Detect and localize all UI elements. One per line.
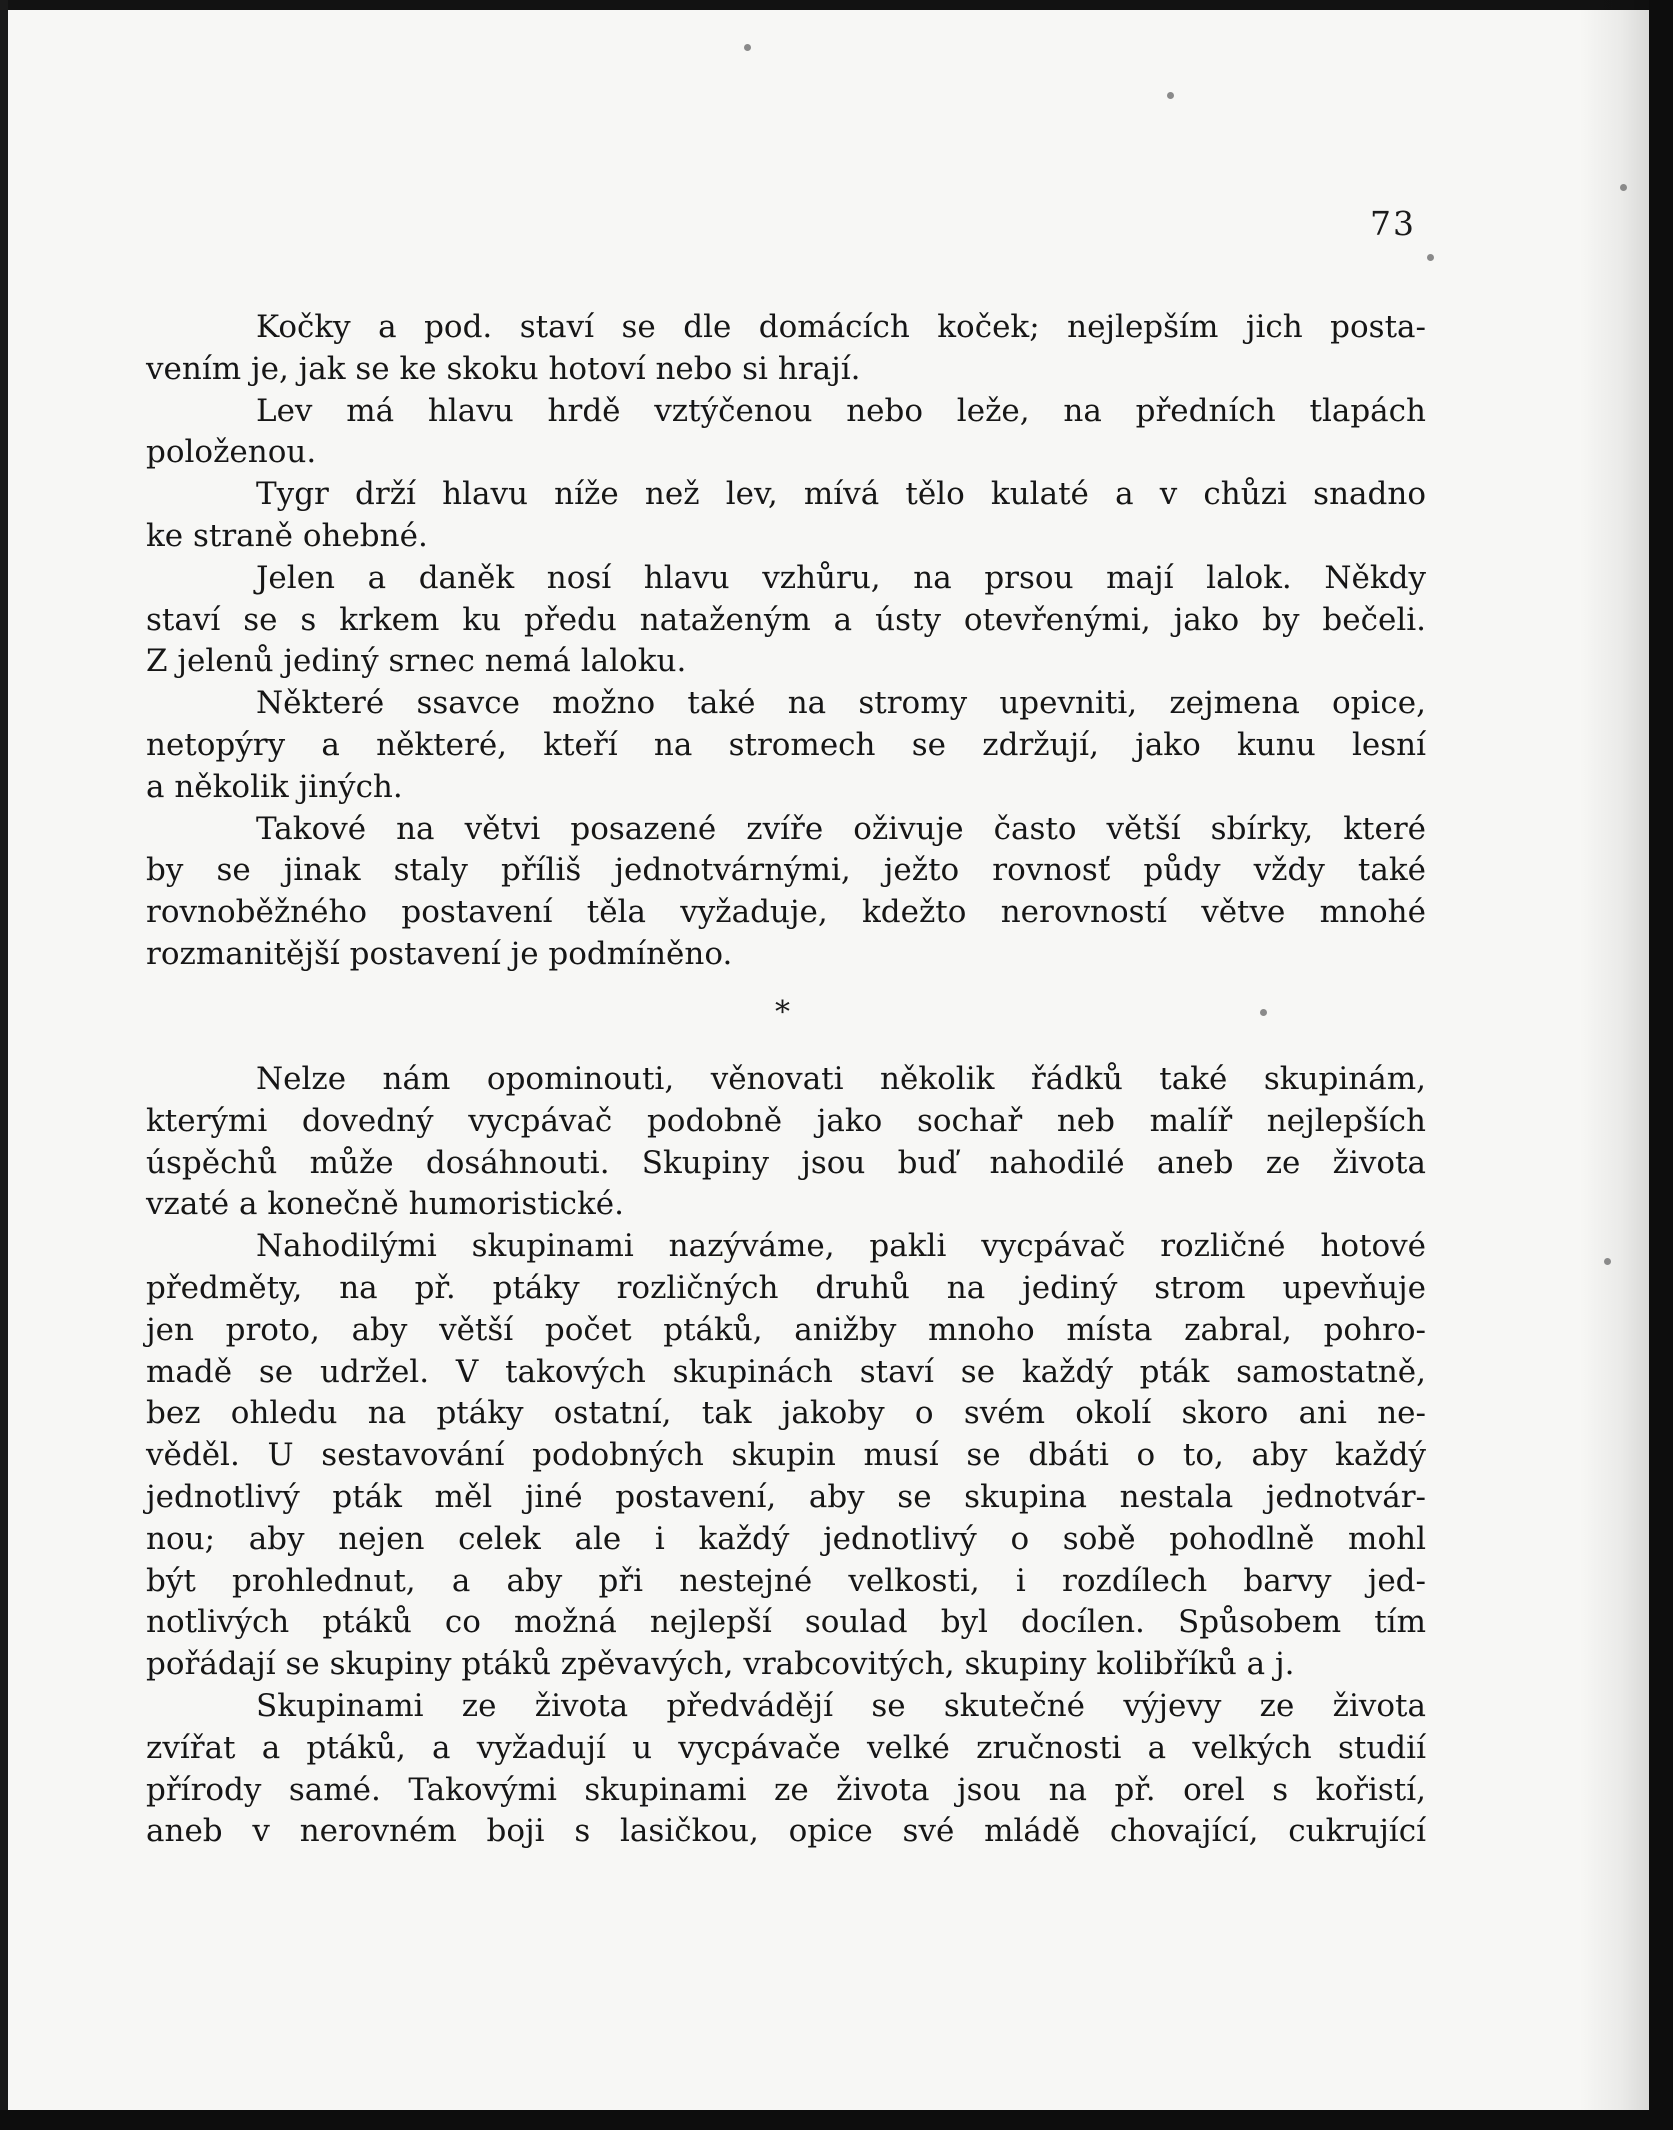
page-fold-shadow — [1579, 0, 1649, 2110]
text-line: kterými dovedný vycpávač podobně jako sochař neb malíř nejlepších — [146, 1102, 1426, 1139]
text-line: Z jelenů jediný srnec nemá laloku. — [146, 643, 687, 680]
text-line: být prohlednut, a aby při nestejné velkosti, i rozdílech barvy jed- — [146, 1562, 1426, 1599]
text-line: staví se s krkem ku předu nataženým a ústy otevřenými, jako by bečeli. — [146, 601, 1426, 638]
text-line: zvířat a ptáků, a vyžadují u vycpávače velké zručnosti a velkých studií — [146, 1729, 1426, 1766]
text-line: pořádají se skupiny ptáků zpěvavých, vrabcovitých, skupiny kolibříků a j. — [146, 1646, 1295, 1683]
text-line: rovnoběžného postavení těla vyžaduje, kdežto nerovností větve mnohé — [146, 894, 1426, 931]
text-line: rozmanitější postavení je podmíněno. — [146, 935, 733, 972]
text-line: přírody samé. Takovými skupinami ze života jsou na př. orel s kořistí, — [146, 1771, 1426, 1808]
text-line: Takové na větvi posazené zvíře oživuje často větší sbírky, které — [256, 810, 1426, 847]
text-line: Nahodilými skupinami nazýváme, pakli vycpávač rozličné hotové — [256, 1228, 1426, 1265]
section-separator: * — [775, 995, 790, 1030]
text-line: bez ohledu na ptáky ostatní, tak jakoby o svém okolí skoro ani ne- — [146, 1395, 1426, 1432]
scan-border-right — [1649, 0, 1673, 2130]
text-line: úspěchů může dosáhnouti. Skupiny jsou buď nahodilé aneb ze života — [146, 1144, 1426, 1181]
text-line: nou; aby nejen celek ale i každý jednotlivý o sobě pohodlně mohl — [146, 1520, 1426, 1557]
scan-border-top — [0, 0, 1673, 10]
scan-speck — [1167, 92, 1174, 99]
page-number: 73 — [1370, 204, 1416, 243]
text-line: Kočky a pod. staví se dle domácích koček; nejlepším jich posta- — [256, 309, 1426, 345]
scan-speck — [1260, 1009, 1267, 1016]
text-line: vzaté a konečně humoristické. — [146, 1186, 624, 1223]
text-line: položenou. — [146, 434, 317, 471]
text-line: ke straně ohebné. — [146, 517, 428, 554]
text-line: Jelen a daněk nosí hlavu vzhůru, na prsou mají lalok. Někdy — [256, 559, 1426, 596]
text-line: vením je, jak se ke skoku hotoví nebo si hrají. — [146, 350, 861, 387]
text-line: Skupinami ze života předvádějí se skutečné výjevy ze života — [256, 1687, 1426, 1724]
scan-speck — [744, 44, 751, 51]
scan-border-left — [0, 0, 8, 2130]
scan-speck — [1604, 1258, 1611, 1265]
text-line: by se jinak staly příliš jednotvárnými, ježto rovnosť půdy vždy také — [146, 852, 1426, 889]
text-line: předměty, na př. ptáky rozličných druhů na jediný strom upevňuje — [146, 1269, 1426, 1306]
text-line: aneb v nerovném boji s lasičkou, opice své mládě chovající, cukrující — [146, 1813, 1426, 1850]
scan-border-bottom — [0, 2110, 1673, 2130]
text-line: věděl. U sestavování podobných skupin musí se dbáti o to, aby každý — [146, 1437, 1426, 1474]
text-line: jen proto, aby větší počet ptáků, anižby mnoho místa zabral, pohro- — [146, 1311, 1426, 1348]
text-line: madě se udržel. V takových skupinách staví se každý pták samostatně, — [146, 1353, 1426, 1390]
scan-speck — [1620, 184, 1627, 191]
text-line: a několik jiných. — [146, 768, 403, 805]
text-line: Nelze nám opominouti, věnovati několik řádků také skupinám, — [256, 1061, 1426, 1097]
text-line: Lev má hlavu hrdě vztýčenou nebo leže, na předních tlapách — [256, 392, 1426, 429]
scan-speck — [1427, 254, 1434, 261]
text-line: Některé ssavce možno také na stromy upevniti, zejmena opice, — [256, 685, 1426, 722]
text-line: Tygr drží hlavu níže než lev, mívá tělo kulaté a v chůzi snadno — [256, 476, 1426, 513]
section-groups — [146, 1059, 1426, 1853]
text-line: netopýry a některé, kteří na stromech se zdržují, jako kunu lesní — [146, 726, 1426, 763]
text-line: jednotlivý pták měl jiné postavení, aby se skupina nestala jednotvár- — [146, 1478, 1426, 1515]
text-line: notlivých ptáků co možná nejlepší soulad byl docílen. Spůsobem tím — [146, 1604, 1426, 1641]
section-animal-postures — [146, 307, 1426, 976]
